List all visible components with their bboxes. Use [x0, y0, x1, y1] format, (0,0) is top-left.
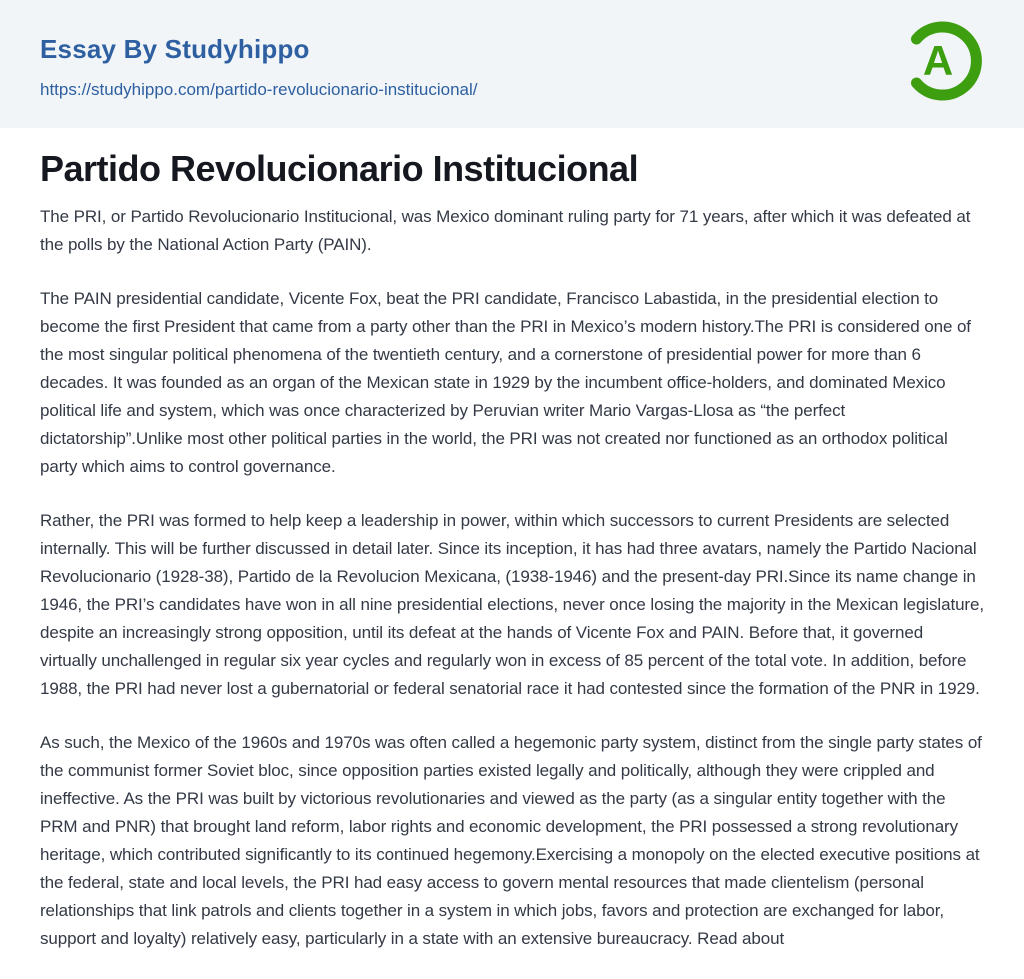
- article-title: Partido Revolucionario Institucional: [40, 148, 639, 189]
- svg-text:A: A: [922, 37, 954, 84]
- studyhippo-logo[interactable]: [898, 15, 984, 107]
- header-text-block: [40, 28, 478, 100]
- logo-a-arc-icon: [898, 15, 984, 107]
- article-paragraph-4: As such, the Mexico of the 1960s and 1970s was often called a hegemonic party system, distinct from the single party states of the communist former Soviet bloc, since opposition parties existed legally and politically, although they were crippled and ineffective. As the PRI was built by victorious revolutionaries and viewed as the party (as a singular entity together with the PRM and PNR) that brought land reform, labor rights and economic development, the PRI possessed a strong revolutionary heritage, which contributed significantly to its continued hegemony.Exercising a monopoly on the elected executive positions at the federal, state and local levels, the PRI had easy access to govern mental resources that made clientelism (personal relationships that link patrols and clients together in a system in which jobs, favors and protection are exchanged for labor, support and loyalty) relatively easy, particularly in a state with an extensive bureaucracy. Read about: [40, 733, 982, 948]
- article-content: [0, 128, 1024, 953]
- article-paragraph-1: The PRI, or Partido Revolucionario Institucional, was Mexico dominant ruling party for 71 years, after which it was defeated at the polls by the National Action Party (PAIN).: [40, 207, 971, 254]
- page-url-link[interactable]: https://studyhippo.com/partido-revolucionario-institucional/: [40, 80, 478, 99]
- site-title-link[interactable]: Essay By Studyhippo: [40, 34, 310, 64]
- page-header: [0, 0, 1024, 128]
- article-paragraph-3: Rather, the PRI was formed to help keep a leadership in power, within which successors to current Presidents are selected internally. This will be further discussed in detail later. Since its inception, it has had three avatars, namely the Partido Nacional Revolucionario (1928-38), Partido de la Revolucion Mexicana, (1938-1946) and the present-day PRI.Since its name change in 1946, the PRI’s candidates have won in all nine presidential elections, never once losing the majority in the Mexican legislature, despite an increasingly strong opposition, until its defeat at the hands of Vicente Fox and PAIN. Before that, it governed virtually unchallenged in regular six year cycles and regularly won in excess of 85 percent of the total vote. In addition, before 1988, the PRI had never lost a gubernatorial or federal senatorial race it had contested since the formation of the PNR in 1929.: [40, 511, 984, 698]
- article-paragraph-2: The PAIN presidential candidate, Vicente Fox, beat the PRI candidate, Francisco Labastida, in the presidential election to become the first President that came from a party other than the PRI in Mexico’s modern history.The PRI is considered one of the most singular political phenomena of the twentieth century, and a cornerstone of presidential power for more than 6 decades. It was founded as an organ of the Mexican state in 1929 by the incumbent office-holders, and dominated Mexico political life and system, which was once characterized by Peruvian writer Mario Vargas-Llosa as “the perfect dictatorship”.Unlike most other political parties in the world, the PRI was not created nor functioned as an orthodox political party which aims to control governance.: [40, 289, 971, 476]
